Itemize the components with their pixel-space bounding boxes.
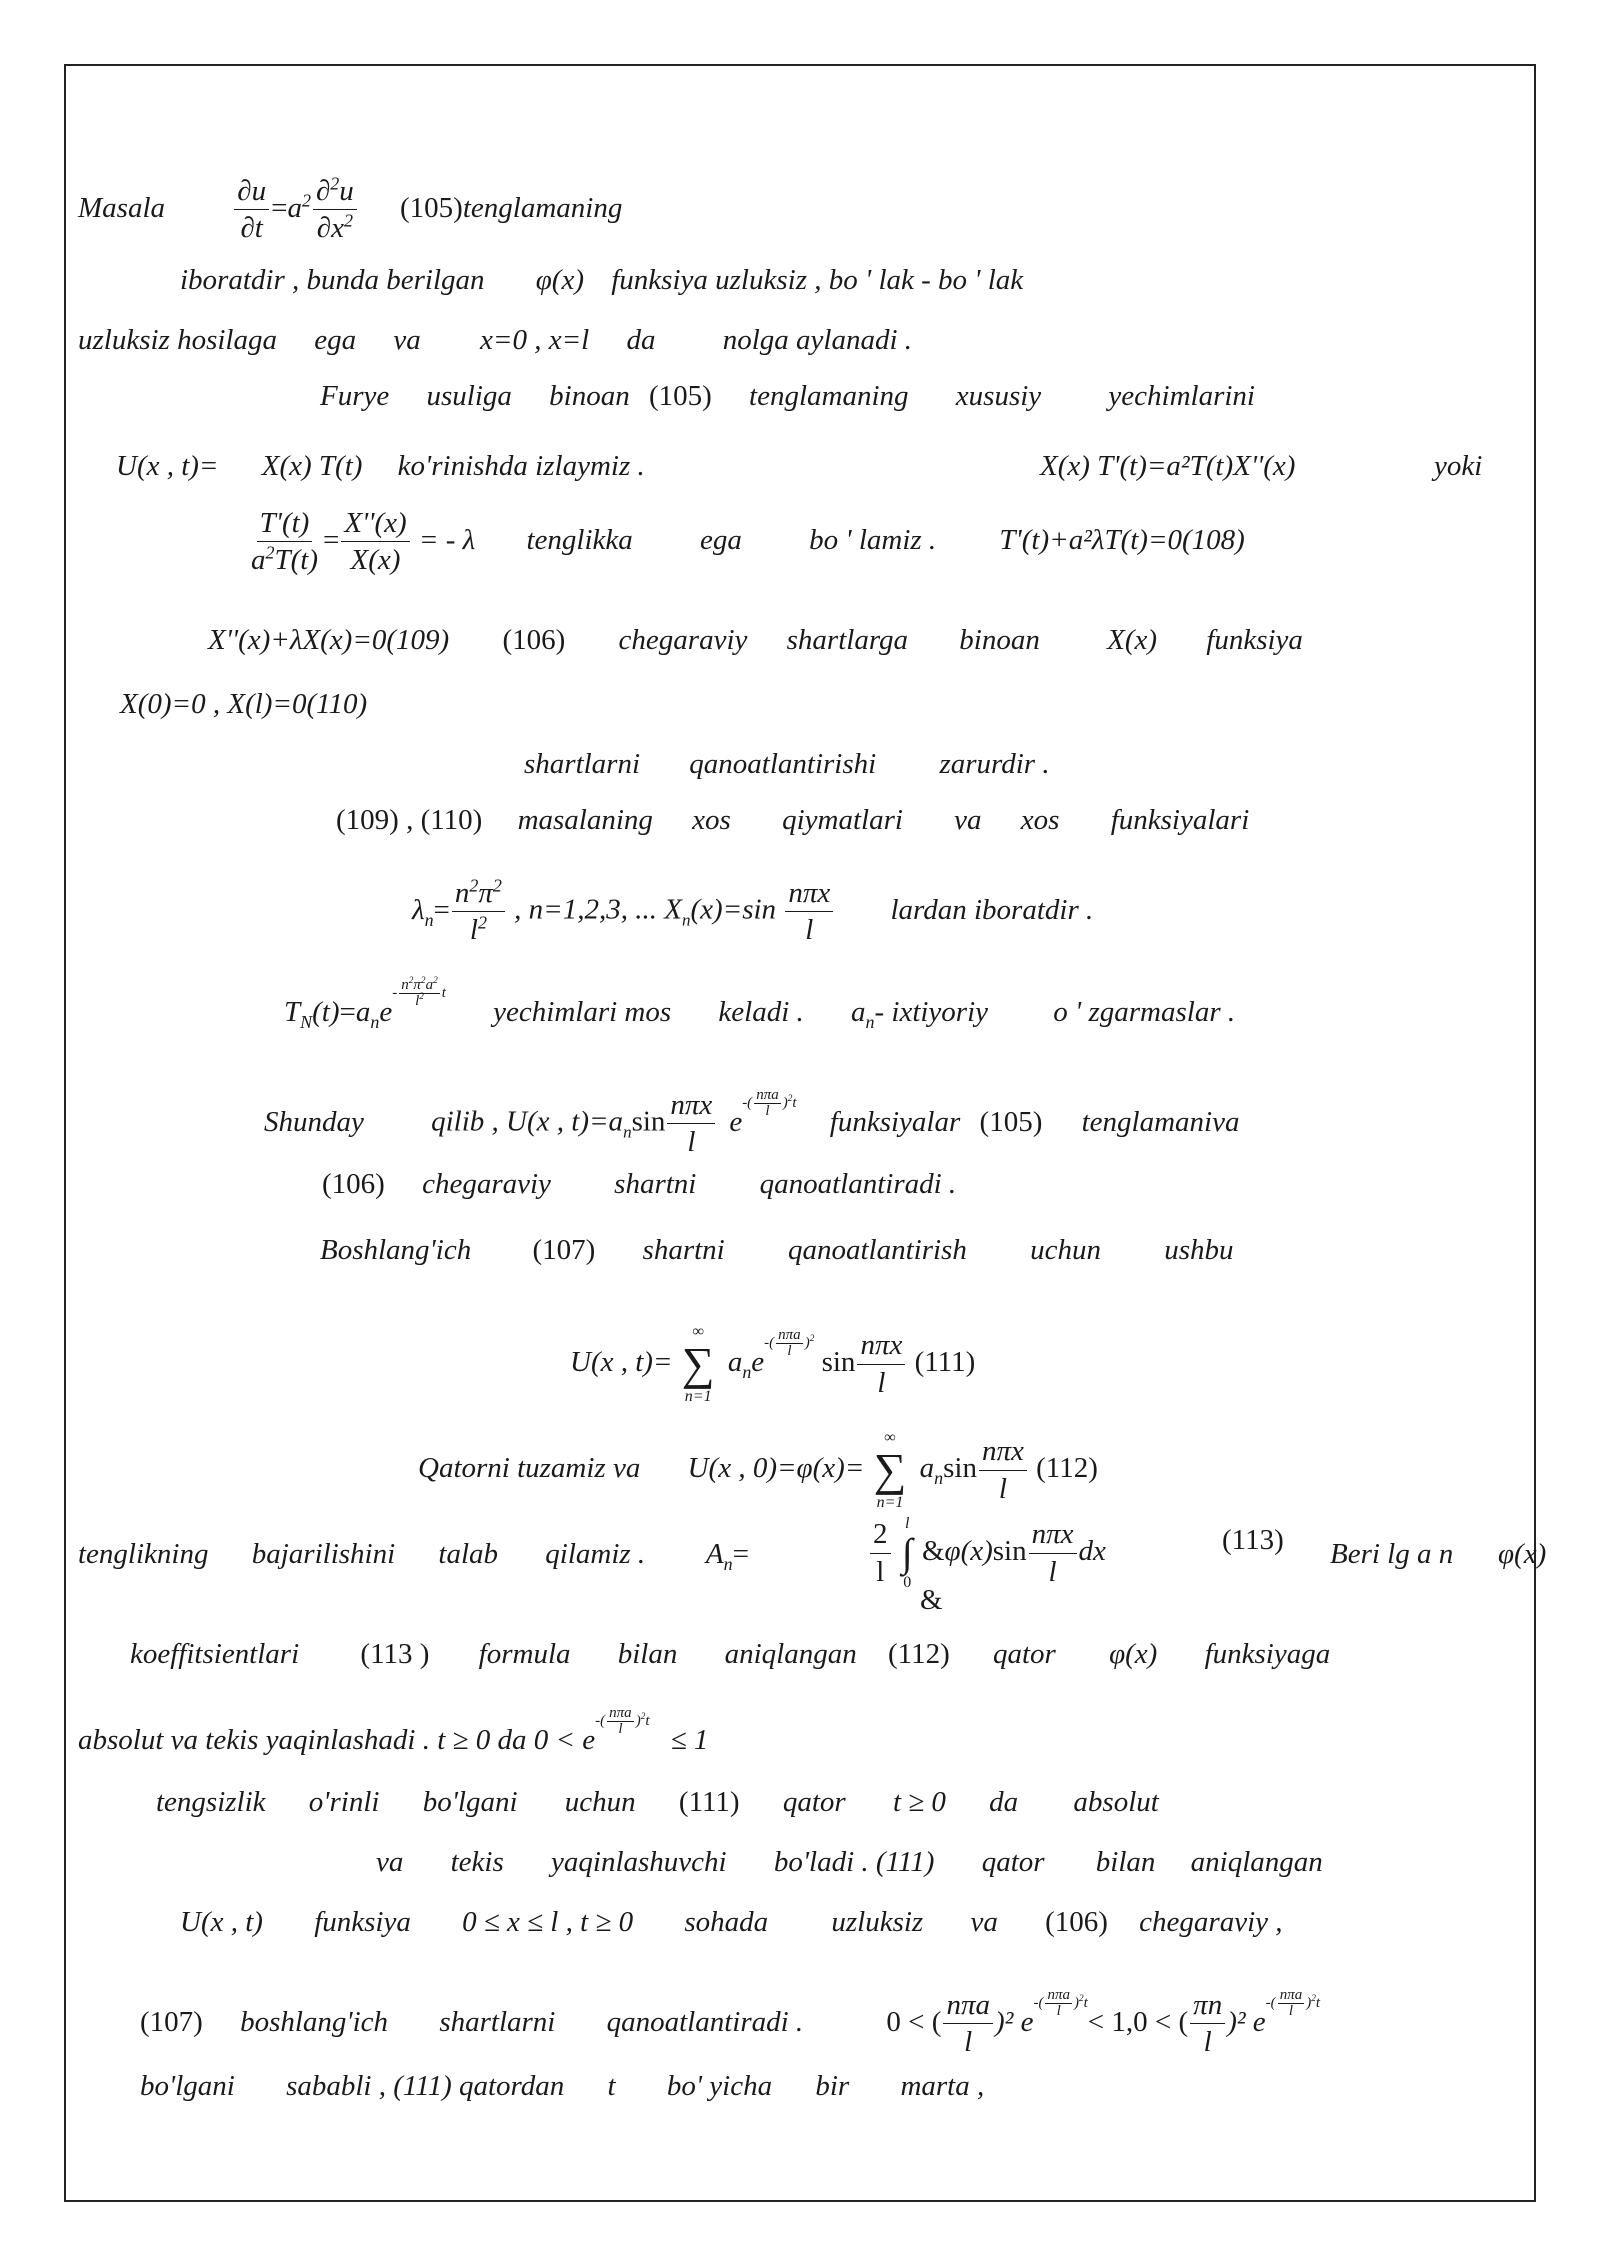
l22-a: va (376, 1846, 404, 1878)
separation-equation: $\frac{T'(t)}{a^2T(t)}$ = $\frac{X''(x)}{X(x)}$ (246, 524, 419, 556)
line-20 (78, 1705, 722, 1761)
l9-a: shartlarni (524, 748, 641, 780)
l3-a: uzluksiz hosilaga (78, 324, 277, 356)
eq-ref-105: (105) (400, 191, 463, 224)
l24-a: (107) (140, 2005, 203, 2038)
l4-g: yechimlarini (1108, 380, 1255, 412)
l7-c: chegaraviy (618, 624, 748, 656)
l22-e: qator (981, 1846, 1045, 1878)
l18-d: qilamiz . (545, 1538, 646, 1570)
line-15 (320, 1236, 1248, 1265)
l7-g: funksiya (1206, 624, 1303, 656)
l25-f: marta , (900, 2070, 985, 2102)
l13-c: funksiyalar (829, 1105, 961, 1138)
l19-h: φ(x) (1109, 1638, 1158, 1670)
line-21 (156, 1788, 1173, 1817)
l15-c: shartni (642, 1234, 725, 1266)
line-24 (140, 1986, 1334, 2059)
l10-d: qiymatlari (782, 804, 903, 836)
l4-d: (105) (648, 380, 712, 412)
l15-a: Boshlang'ich (320, 1234, 472, 1266)
l22-g: aniqlangan (1190, 1846, 1323, 1878)
l5-c: ko'rinishda izlaymiz . (397, 450, 645, 482)
l21-c: bo'lgani (422, 1786, 518, 1818)
exponent-20: -( nπa l )2t (595, 1705, 650, 1738)
solution-fraction: $\frac{\text{nπx}}{l}$ (667, 1090, 715, 1158)
l18-e: (113) (1222, 1524, 1284, 1556)
l3-e: da (626, 324, 656, 356)
l25-a: bo'lgani (140, 2070, 235, 2102)
l20-b: ≤ 1 (670, 1724, 709, 1756)
l14-d: qanoatlantiradi . (759, 1168, 957, 1200)
l21-b: o'rinli (308, 1786, 380, 1818)
l7-d: shartlarga (786, 624, 909, 656)
ampersand-bottom: & (920, 1584, 943, 1616)
l25-b: sababli , (111) qatordan (286, 2070, 565, 2102)
l16-b: (111) (914, 1345, 976, 1378)
l10-g: funksiyalari (1110, 804, 1250, 836)
l11-a: , n=1,2,3, ... X (514, 893, 682, 926)
l22-b: tekis (450, 1846, 504, 1878)
l21-g: t ≥ 0 (892, 1786, 946, 1818)
l5-d: X(x) T'(t)=a²T(t)X''(x) (1040, 450, 1296, 482)
l9-c: zarurdir . (939, 748, 1050, 780)
inequality-24: 0 < ( $\frac{\text{nπa}}{l}$ )² $e^{-( \frac{\text{nπa}}{l} )^2t}< 1,0$ < ( $\frac{\pi n}{l}$ )² $e^{-( \frac{\text{nπa}}{l} )^2t}$ (886, 1986, 1321, 2059)
l19-c: formula (478, 1638, 571, 1670)
l19-f: (112) (888, 1638, 950, 1670)
l9-b: qanoatlantirishi (689, 748, 877, 780)
series-term-2: $a_n\sin$ $\frac{\text{nπx}}{l}$ (920, 1452, 1029, 1484)
l19-d: bilan (617, 1638, 678, 1670)
l23-a: U(x , t) (180, 1906, 263, 1938)
line-13: Shunday qilib , U(x , $t)=a_n\sin$ $\frac{\text{nπx}}{l}$ $e^{-( \frac{\text{nπa}}{l} )^2t}$ funksiyalar (105) tenglamaniva (264, 1086, 1240, 1159)
l4-e: tenglamaning (749, 380, 909, 412)
l21-f: qator (782, 1786, 846, 1818)
heat-equation: $\frac{\partial u}{\partial t}$ $=a^2$ $\frac{\partial^2u}{\partial x^2}$ (232, 192, 366, 224)
l19-b: (113 ) (360, 1638, 430, 1670)
l23-d: sohada (684, 1906, 769, 1938)
l6-e: T'(t)+a²λT(t)=0(108) (999, 523, 1245, 556)
l11-c: lardan iboratdir . (890, 893, 1094, 926)
l11-b: (x)=sin (690, 893, 777, 926)
line-17 (418, 1428, 1112, 1512)
l21-e: (111) (678, 1786, 740, 1818)
line-23 (180, 1908, 1297, 1937)
line-19 (130, 1640, 1344, 1669)
l23-f: va (970, 1906, 998, 1938)
l13-a: Shunday (264, 1105, 364, 1138)
line-5 (116, 452, 1500, 481)
l25-d: bo' yicha (666, 2070, 773, 2102)
l7-f: X(x) (1107, 624, 1158, 656)
l23-b: funksiya (314, 1906, 411, 1938)
l19-i: funksiyaga (1204, 1638, 1331, 1670)
l12-d: o ' zgarmaslar . (1053, 996, 1236, 1028)
line-25 (140, 2072, 998, 2101)
l24-d: qanoatlantiradi . (606, 2005, 804, 2038)
line-2 (180, 266, 1037, 295)
l16-a: U(x , t)= (570, 1345, 673, 1378)
l3-d: x=0 , x=l (480, 324, 590, 356)
ampersand-top: & (921, 1534, 945, 1567)
l5-a: U(x , t)= (116, 450, 219, 482)
l3-c: va (393, 324, 421, 356)
l18-b: bajarilishini (251, 1538, 396, 1570)
l12-c: - ixtiyoriy (874, 996, 989, 1028)
l10-a: (109) , (110) (336, 804, 483, 836)
l23-e: uzluksiz (831, 1906, 924, 1938)
l18-g: φ(x) (1498, 1538, 1547, 1570)
l10-f: xos (1020, 804, 1060, 836)
l6-d: bo ' lamiz . (809, 523, 937, 556)
line-14 (322, 1170, 970, 1199)
l24-c: shartlarni (439, 2005, 556, 2038)
l19-g: qator (993, 1638, 1056, 1670)
l25-e: bir (815, 2070, 850, 2102)
l6-a: = - λ (418, 523, 476, 556)
l15-f: ushbu (1164, 1234, 1234, 1266)
l10-c: xos (692, 804, 731, 836)
phi-of-x: φ(x) (535, 264, 584, 296)
l5-e: yoki (1434, 450, 1483, 482)
l22-c: yaqinlashuvchi (551, 1846, 727, 1878)
line-11: $\lambda_n=$ $\frac{n^2\pi^2}{l^2}$ , n=1,2,3, ... $X_n(x)=\sin$ $\frac{\text{nπx}}{l}$ lardan iboratdir . (412, 875, 1094, 947)
sum-symbol: ∞ ∑ n=1 (681, 1323, 715, 1406)
l19-e: aniqlangan (724, 1638, 857, 1670)
l10-e: va (954, 804, 982, 836)
line-22 (376, 1848, 1337, 1877)
series-term: $a_ne^{-( \frac{\text{nπa}}{l} )^2}$ sin $\frac{\text{nπx}}{l}$ (728, 1346, 908, 1378)
l7-e: binoan (959, 624, 1040, 656)
l4-c: binoan (549, 380, 630, 412)
l7-a: X''(x)+λX(x)=0(109) (208, 624, 450, 656)
l5-b: X(x) T(t) (261, 450, 363, 482)
l3-f: nolga aylanadi . (722, 324, 912, 356)
l17-b: U(x , 0)=φ(x)= (687, 1451, 865, 1484)
line-2-text: iboratdir , bunda berilgan (180, 264, 485, 296)
line-8 (120, 690, 381, 719)
eigenfunction-fraction: $\frac{\text{nπx}}{l}$ (785, 878, 833, 946)
l13-e: tenglamaniva (1081, 1105, 1240, 1138)
exp-e: $e^{-( \frac{\text{nπa}}{l} )^2t}$ (729, 1086, 797, 1138)
l4-a: Furye (320, 380, 390, 412)
l14-a: (106) (322, 1168, 385, 1200)
line-12 (284, 976, 1249, 1033)
l4-f: xususiy (955, 380, 1042, 412)
eigenvalue-formula: $\lambda_n=$ $\frac{n^2\pi^2}{l^2}$ (412, 894, 507, 926)
line-9 (524, 750, 1064, 779)
line-6 (246, 508, 1259, 576)
l17-a: Qatorni tuzamiz va (418, 1451, 641, 1484)
l21-d: uchun (564, 1786, 636, 1818)
l21-a: tengsizlik (156, 1786, 266, 1818)
l22-d: bo'ladi . (111) (773, 1846, 935, 1878)
l12-a: yechimlari mos (493, 996, 672, 1028)
a-n-eq: $A_n=$ (705, 1538, 749, 1574)
line-7 (208, 626, 1317, 655)
l12-b: keladi . (718, 996, 804, 1028)
t-n-formula: $T_N(t)=a_ne^{- \frac{n^2\pi^2a^2}{l^2} t}$ (284, 976, 446, 1032)
l14-c: shartni (614, 1168, 697, 1200)
l18-c: talab (438, 1538, 499, 1570)
a-n: $a_n$ (851, 996, 875, 1032)
l23-c: 0 ≤ x ≤ l , t ≥ 0 (462, 1906, 634, 1938)
l17-c: (112) (1036, 1451, 1098, 1484)
tenglamaning-text: tenglamaning (462, 191, 623, 224)
l24-b: boshlang'ich (240, 2005, 389, 2038)
line-4 (320, 382, 1269, 411)
l7-b: (106) (502, 624, 566, 656)
l23-h: chegaraviy , (1139, 1906, 1283, 1938)
l13-d: (105) (979, 1105, 1043, 1138)
l25-c: t (607, 2070, 616, 2102)
l21-i: absolut (1073, 1786, 1159, 1818)
fourier-coefficient: $\frac{2}{l}$ l ∫ 0 &φ(x)sin $\frac{\text{nπx}}{l}$ dx (868, 1514, 1106, 1592)
line-16 (570, 1322, 989, 1406)
l21-h: da (989, 1786, 1019, 1818)
l4-b: usuliga (426, 380, 512, 412)
l20-a: absolut va tekis yaqinlashadi . t ≥ 0 da 0 < e (78, 1724, 596, 1756)
l6-b: tenglikka (526, 523, 633, 556)
l18-a: tenglikning (78, 1538, 209, 1570)
l3-b: ega (314, 324, 357, 356)
l10-b: masalaning (517, 804, 653, 836)
line-10 (336, 806, 1263, 835)
l15-b: (107) (532, 1234, 596, 1266)
sum-symbol-2: ∞ ∑ n=1 (873, 1429, 907, 1512)
l19-a: koeffitsientlari (130, 1638, 300, 1670)
l22-f: bilan (1095, 1846, 1156, 1878)
l6-c: ega (700, 523, 742, 556)
line-18 (78, 1515, 1558, 1616)
l15-e: uchun (1030, 1234, 1101, 1266)
l23-g: (106) (1045, 1906, 1108, 1938)
line-2-rest: funksiya uzluksiz , bo ' lak - bo ' lak (611, 264, 1024, 296)
line-3 (78, 326, 926, 355)
l8-a: X(0)=0 , X(l)=0(110) (120, 688, 368, 720)
l18-f: Beri lg a n (1330, 1538, 1454, 1570)
l14-b: chegaraviy (422, 1168, 551, 1200)
masala-label: Masala (78, 191, 165, 224)
l13-b: qilib , U(x , t)=a (431, 1105, 624, 1138)
line-1 (78, 173, 636, 245)
l15-d: qanoatlantirish (787, 1234, 967, 1266)
